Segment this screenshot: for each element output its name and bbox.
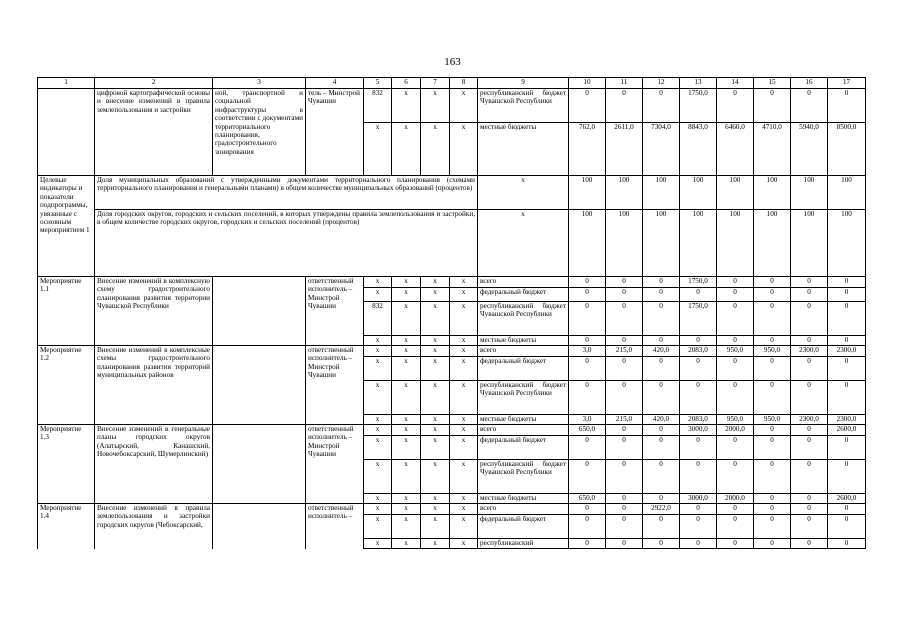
measure-name: Мероприятие 1.1 bbox=[38, 277, 95, 346]
cell-value: 2300,0 bbox=[791, 415, 828, 425]
cell-value: 0 bbox=[754, 425, 791, 436]
cell-value: 0 bbox=[791, 425, 828, 436]
indicator-text: Доля городских округов, городских и сельских поселений, в которых утверждены правила землепользования и застройки, в общем количестве городских округов, городских и сельских поселений (процентов) bbox=[95, 210, 478, 277]
cell-value: 5940,0 bbox=[791, 123, 828, 176]
cell-value: 100 bbox=[680, 176, 717, 210]
cell-source: x bbox=[478, 176, 569, 210]
cell-value: 0 bbox=[606, 277, 643, 288]
cell-value: 0 bbox=[828, 336, 866, 346]
cell-value: 0 bbox=[643, 460, 680, 494]
column-number: 3 bbox=[213, 78, 306, 89]
cell-code: x bbox=[392, 288, 421, 302]
cell-source: федеральный бюджет bbox=[478, 288, 569, 302]
cell-value: 0 bbox=[754, 381, 791, 415]
cell-value: 0 bbox=[606, 302, 643, 336]
cell-code: x bbox=[364, 539, 392, 549]
cell-code: x bbox=[421, 415, 450, 425]
cell-value: 0 bbox=[643, 381, 680, 415]
cell-value: 1750,0 bbox=[680, 89, 717, 123]
cell-empty bbox=[213, 277, 306, 346]
measure-row bbox=[38, 504, 866, 515]
cell-value: 100 bbox=[606, 176, 643, 210]
cell-value: 0 bbox=[606, 460, 643, 494]
cell-value: 100 bbox=[569, 210, 606, 277]
cell-value: 4710,0 bbox=[754, 123, 791, 176]
column-number: 14 bbox=[717, 78, 754, 89]
cell-value: 2300,0 bbox=[828, 415, 866, 425]
measure-row bbox=[38, 425, 866, 436]
cell-code: 832 bbox=[364, 89, 392, 123]
cell-source: республиканский бюджет Чувашской Республики bbox=[478, 381, 569, 415]
cell-code: x bbox=[450, 346, 478, 357]
cell-value: 0 bbox=[791, 288, 828, 302]
cell-value: 0 bbox=[754, 302, 791, 336]
cell-value: 215,0 bbox=[606, 346, 643, 357]
cell-value: 0 bbox=[754, 515, 791, 539]
cell-code: x bbox=[364, 288, 392, 302]
cell-value: 0 bbox=[717, 539, 754, 549]
cell-code: x bbox=[392, 515, 421, 539]
cell-code: x bbox=[450, 436, 478, 460]
cell-code: x bbox=[364, 504, 392, 515]
indicator-text: Доля муниципальных образований с утвержденными документами территориального планирования (схемами территориального планирования и генеральными планами) в общем количестве муниципальных образований (процентов) bbox=[95, 176, 478, 210]
cell-value: 0 bbox=[606, 436, 643, 460]
cell-value: 0 bbox=[791, 302, 828, 336]
cell-value: 100 bbox=[791, 210, 828, 277]
column-number: 17 bbox=[828, 78, 866, 89]
cell-value: 0 bbox=[606, 504, 643, 515]
cell-value: 100 bbox=[754, 176, 791, 210]
cell-value: 0 bbox=[606, 515, 643, 539]
cell-value: 0 bbox=[754, 277, 791, 288]
cell-value: 100 bbox=[717, 176, 754, 210]
cell-value: 650,0 bbox=[569, 425, 606, 436]
cell-value: 0 bbox=[828, 504, 866, 515]
cell-value: 0 bbox=[680, 381, 717, 415]
measure-description: Внесение изменений в комплексные схемы градостроительного планирования развития территорий муниципальных районов bbox=[95, 346, 213, 425]
cell-value: 0 bbox=[828, 381, 866, 415]
cell-value: 0 bbox=[828, 89, 866, 123]
cell-value: 100 bbox=[606, 210, 643, 277]
column-number: 6 bbox=[392, 78, 421, 89]
cell-code: x bbox=[450, 425, 478, 436]
cell-value: 0 bbox=[569, 539, 606, 549]
cell-value: 215,0 bbox=[606, 415, 643, 425]
cell-value: 0 bbox=[717, 89, 754, 123]
cell-empty bbox=[38, 89, 95, 176]
cell-value: 0 bbox=[569, 277, 606, 288]
cell-value: 8843,0 bbox=[680, 123, 717, 176]
cell-value: 0 bbox=[643, 288, 680, 302]
cell-code: x bbox=[364, 277, 392, 288]
cell-source: федеральный бюджет bbox=[478, 357, 569, 381]
measure-description: Внесение изменений в комплексную схему градостроительного планирования развития территории Чувашской Республики bbox=[95, 277, 213, 346]
cell-value: 2600,0 bbox=[828, 425, 866, 436]
cell-value: 0 bbox=[606, 425, 643, 436]
cell-value: 0 bbox=[791, 277, 828, 288]
column-number: 11 bbox=[606, 78, 643, 89]
measure-description: Внесение изменений в правила землепользования и застройки городских округов (Чебоксарский, bbox=[95, 504, 213, 549]
cell-description: ной, транспортной и социальной инфраструктуры в соответствии с документами территориального планирования, градостроительного зонирования bbox=[213, 89, 306, 176]
cell-code: x bbox=[421, 123, 450, 176]
column-number: 16 bbox=[791, 78, 828, 89]
column-number: 13 bbox=[680, 78, 717, 89]
cell-code: x bbox=[392, 123, 421, 176]
cell-code: x bbox=[364, 460, 392, 494]
cell-value: 100 bbox=[717, 210, 754, 277]
cell-value: 0 bbox=[606, 89, 643, 123]
cell-source: всего bbox=[478, 346, 569, 357]
cell-value: 2300,0 bbox=[828, 346, 866, 357]
cell-value: 0 bbox=[791, 515, 828, 539]
cell-value: 0 bbox=[717, 336, 754, 346]
cell-value: 0 bbox=[569, 381, 606, 415]
cell-code: x bbox=[364, 494, 392, 504]
cell-responsible: ответственный исполнитель – bbox=[306, 504, 364, 549]
cell-code: x bbox=[364, 381, 392, 415]
cell-source: республиканский бюджет Чувашской Республики bbox=[478, 302, 569, 336]
cell-value: 0 bbox=[791, 460, 828, 494]
cell-code: x bbox=[421, 504, 450, 515]
cell-value: 0 bbox=[606, 336, 643, 346]
cell-code: x bbox=[450, 539, 478, 549]
cell-code: x bbox=[450, 494, 478, 504]
cell-code: x bbox=[392, 89, 421, 123]
cell-source: всего bbox=[478, 277, 569, 288]
cell-code: x bbox=[421, 288, 450, 302]
cell-value: 0 bbox=[643, 494, 680, 504]
cell-value: 0 bbox=[791, 381, 828, 415]
cell-value: 2083,0 bbox=[680, 346, 717, 357]
cell-value: 7304,0 bbox=[643, 123, 680, 176]
cell-code: x bbox=[392, 302, 421, 336]
cell-code: x bbox=[364, 123, 392, 176]
measure-row bbox=[38, 346, 866, 357]
cell-code: x bbox=[392, 381, 421, 415]
cell-value: 0 bbox=[754, 89, 791, 123]
cell-value: 0 bbox=[569, 436, 606, 460]
cell-value: 0 bbox=[569, 302, 606, 336]
cell-code: x bbox=[392, 277, 421, 288]
cell-code: x bbox=[421, 381, 450, 415]
cell-value: 0 bbox=[680, 288, 717, 302]
cell-code: x bbox=[392, 460, 421, 494]
cell-value: 3,0 bbox=[569, 415, 606, 425]
cell-value: 0 bbox=[569, 504, 606, 515]
cell-value: 2000,0 bbox=[717, 425, 754, 436]
cell-value: 0 bbox=[680, 515, 717, 539]
cell-code: x bbox=[450, 336, 478, 346]
cell-value: 0 bbox=[791, 357, 828, 381]
cell-value: 0 bbox=[754, 460, 791, 494]
cell-responsible: ответственный исполнитель – Минстрой Чувашии bbox=[306, 425, 364, 504]
cell-value: 0 bbox=[717, 302, 754, 336]
cell-value: 650,0 bbox=[569, 494, 606, 504]
cell-value: 100 bbox=[569, 176, 606, 210]
cell-code: x bbox=[364, 425, 392, 436]
cell-value: 0 bbox=[569, 460, 606, 494]
cell-value: 0 bbox=[643, 436, 680, 460]
measure-name: Мероприятие 1.2 bbox=[38, 346, 95, 425]
cell-value: 2922,0 bbox=[643, 504, 680, 515]
column-number: 1 bbox=[38, 78, 95, 89]
column-number: 5 bbox=[364, 78, 392, 89]
cell-value: 0 bbox=[717, 381, 754, 415]
cell-code: 832 bbox=[364, 302, 392, 336]
cell-value: 0 bbox=[569, 336, 606, 346]
table-row bbox=[38, 89, 866, 123]
cell-code: x bbox=[392, 336, 421, 346]
column-number: 9 bbox=[478, 78, 569, 89]
header-row bbox=[38, 78, 866, 89]
cell-source: республиканский bbox=[478, 539, 569, 549]
cell-code: x bbox=[421, 425, 450, 436]
cell-value: 0 bbox=[680, 460, 717, 494]
cell-code: x bbox=[364, 346, 392, 357]
cell-code: x bbox=[450, 288, 478, 302]
cell-value: 3000,0 bbox=[680, 425, 717, 436]
cell-source: местные бюджеты bbox=[478, 494, 569, 504]
cell-value: 0 bbox=[717, 504, 754, 515]
cell-value: 0 bbox=[717, 288, 754, 302]
cell-value: 2300,0 bbox=[791, 346, 828, 357]
cell-value: 0 bbox=[643, 277, 680, 288]
cell-value: 0 bbox=[643, 357, 680, 381]
cell-code: x bbox=[450, 123, 478, 176]
cell-code: x bbox=[392, 539, 421, 549]
cell-value: 2611,0 bbox=[606, 123, 643, 176]
cell-value: 0 bbox=[606, 381, 643, 415]
cell-empty bbox=[213, 346, 306, 425]
measure-name: Мероприятие 1.3 bbox=[38, 425, 95, 504]
cell-code: x bbox=[392, 436, 421, 460]
cell-value: 950,0 bbox=[754, 346, 791, 357]
cell-responsible: ответственный исполнитель – Минстрой Чувашии bbox=[306, 346, 364, 425]
cell-value: 3,0 bbox=[569, 346, 606, 357]
cell-source: республиканский бюджет Чувашской Республики bbox=[478, 89, 569, 123]
cell-value: 0 bbox=[680, 539, 717, 549]
cell-source: республиканский бюджет Чувашской Республики bbox=[478, 460, 569, 494]
cell-value: 0 bbox=[754, 539, 791, 549]
cell-value: 0 bbox=[643, 302, 680, 336]
cell-source: местные бюджеты bbox=[478, 336, 569, 346]
cell-code: x bbox=[392, 494, 421, 504]
cell-value: 0 bbox=[828, 302, 866, 336]
cell-value: 0 bbox=[606, 494, 643, 504]
cell-value: 2000,0 bbox=[717, 494, 754, 504]
cell-code: x bbox=[364, 515, 392, 539]
cell-value: 0 bbox=[569, 288, 606, 302]
cell-code: x bbox=[421, 515, 450, 539]
cell-responsible: ответственный исполнитель – Минстрой Чувашии bbox=[306, 277, 364, 346]
cell-code: x bbox=[364, 415, 392, 425]
cell-source: всего bbox=[478, 504, 569, 515]
cell-code: x bbox=[421, 346, 450, 357]
cell-value: 1750,0 bbox=[680, 277, 717, 288]
cell-value: 100 bbox=[643, 210, 680, 277]
cell-value: 0 bbox=[791, 89, 828, 123]
column-number: 7 bbox=[421, 78, 450, 89]
cell-source: x bbox=[478, 210, 569, 277]
cell-code: x bbox=[392, 425, 421, 436]
cell-empty bbox=[213, 504, 306, 549]
page-number: 163 bbox=[444, 56, 461, 68]
cell-value: 0 bbox=[717, 515, 754, 539]
cell-value: 0 bbox=[828, 288, 866, 302]
cell-code: x bbox=[421, 539, 450, 549]
indicator-row bbox=[38, 176, 866, 210]
cell-source: федеральный бюджет bbox=[478, 515, 569, 539]
cell-value: 0 bbox=[754, 357, 791, 381]
cell-value: 100 bbox=[828, 210, 866, 277]
cell-code: x bbox=[421, 357, 450, 381]
cell-value: 0 bbox=[680, 336, 717, 346]
cell-value: 0 bbox=[680, 504, 717, 515]
cell-value: 0 bbox=[643, 89, 680, 123]
cell-value: 100 bbox=[680, 210, 717, 277]
cell-value: 0 bbox=[754, 288, 791, 302]
cell-source: местные бюджеты bbox=[478, 123, 569, 176]
cell-value: 3000,0 bbox=[680, 494, 717, 504]
cell-value: 420,0 bbox=[643, 415, 680, 425]
cell-value: 0 bbox=[569, 515, 606, 539]
column-number: 4 bbox=[306, 78, 364, 89]
cell-value: 0 bbox=[606, 357, 643, 381]
indicator-row bbox=[38, 210, 866, 277]
cell-value: 0 bbox=[754, 504, 791, 515]
cell-value: 0 bbox=[680, 357, 717, 381]
cell-value: 0 bbox=[828, 357, 866, 381]
cell-value: 6460,0 bbox=[717, 123, 754, 176]
budget-table bbox=[37, 77, 866, 549]
cell-code: x bbox=[392, 504, 421, 515]
cell-code: x bbox=[450, 415, 478, 425]
measure-row bbox=[38, 277, 866, 288]
cell-code: x bbox=[450, 357, 478, 381]
cell-value: 0 bbox=[791, 494, 828, 504]
cell-source: местные бюджеты bbox=[478, 415, 569, 425]
cell-value: 950,0 bbox=[717, 346, 754, 357]
cell-value: 0 bbox=[828, 436, 866, 460]
cell-code: x bbox=[392, 415, 421, 425]
cell-description: цифровой картографической основы и внесение изменений в правила землепользования и застройки bbox=[95, 89, 213, 176]
cell-code: x bbox=[421, 302, 450, 336]
cell-code: x bbox=[421, 494, 450, 504]
cell-empty bbox=[213, 425, 306, 504]
cell-code: x bbox=[450, 515, 478, 539]
cell-value: 0 bbox=[791, 336, 828, 346]
cell-source: федеральный бюджет bbox=[478, 436, 569, 460]
column-number: 10 bbox=[569, 78, 606, 89]
cell-code: x bbox=[450, 89, 478, 123]
cell-value: 0 bbox=[828, 460, 866, 494]
cell-value: 0 bbox=[828, 277, 866, 288]
cell-value: 8500,0 bbox=[828, 123, 866, 176]
cell-code: x bbox=[450, 504, 478, 515]
cell-code: x bbox=[364, 336, 392, 346]
cell-value: 0 bbox=[717, 460, 754, 494]
cell-value: 0 bbox=[606, 288, 643, 302]
cell-value: 2600,0 bbox=[828, 494, 866, 504]
cell-value: 0 bbox=[754, 436, 791, 460]
cell-code: x bbox=[421, 460, 450, 494]
cell-value: 100 bbox=[643, 176, 680, 210]
cell-value: 0 bbox=[606, 539, 643, 549]
cell-value: 0 bbox=[754, 494, 791, 504]
column-number: 8 bbox=[450, 78, 478, 89]
cell-value: 2083,0 bbox=[680, 415, 717, 425]
cell-value: 762,0 bbox=[569, 123, 606, 176]
cell-code: x bbox=[392, 346, 421, 357]
column-number: 15 bbox=[754, 78, 791, 89]
cell-code: x bbox=[421, 89, 450, 123]
cell-code: x bbox=[364, 436, 392, 460]
cell-value: 1750,0 bbox=[680, 302, 717, 336]
cell-responsible: тель – Минстрой Чувашии bbox=[306, 89, 364, 176]
cell-value: 950,0 bbox=[754, 415, 791, 425]
cell-value: 0 bbox=[680, 436, 717, 460]
cell-value: 0 bbox=[828, 539, 866, 549]
cell-value: 0 bbox=[828, 515, 866, 539]
cell-source: всего bbox=[478, 425, 569, 436]
cell-value: 0 bbox=[717, 436, 754, 460]
cell-code: x bbox=[392, 357, 421, 381]
cell-value: 0 bbox=[643, 425, 680, 436]
cell-code: x bbox=[450, 302, 478, 336]
indicators-label: Целевые индикаторы и показатели подпрограммы, увязанные с основным мероприятием 1 bbox=[38, 176, 95, 277]
cell-code: x bbox=[364, 357, 392, 381]
cell-value: 0 bbox=[717, 277, 754, 288]
cell-value: 0 bbox=[569, 357, 606, 381]
cell-code: x bbox=[450, 460, 478, 494]
cell-value: 100 bbox=[754, 210, 791, 277]
column-number: 2 bbox=[95, 78, 213, 89]
column-number: 12 bbox=[643, 78, 680, 89]
cell-code: x bbox=[421, 277, 450, 288]
cell-value: 0 bbox=[717, 357, 754, 381]
cell-value: 0 bbox=[791, 436, 828, 460]
cell-code: x bbox=[421, 336, 450, 346]
cell-value: 0 bbox=[643, 515, 680, 539]
cell-value: 100 bbox=[828, 176, 866, 210]
cell-value: 420,0 bbox=[643, 346, 680, 357]
cell-value: 0 bbox=[754, 336, 791, 346]
measure-name: Мероприятие 1.4 bbox=[38, 504, 95, 549]
cell-code: x bbox=[450, 381, 478, 415]
cell-value: 100 bbox=[791, 176, 828, 210]
cell-value: 0 bbox=[643, 539, 680, 549]
cell-value: 0 bbox=[791, 504, 828, 515]
cell-value: 0 bbox=[569, 89, 606, 123]
cell-value: 950,0 bbox=[717, 415, 754, 425]
measure-description: Внесение изменений в генеральные планы городских округов (Алатырский, Канашский, Новочебоксарский, Шумерлинский) bbox=[95, 425, 213, 504]
cell-value: 0 bbox=[791, 539, 828, 549]
cell-code: x bbox=[450, 277, 478, 288]
cell-code: x bbox=[421, 436, 450, 460]
cell-value: 0 bbox=[643, 336, 680, 346]
